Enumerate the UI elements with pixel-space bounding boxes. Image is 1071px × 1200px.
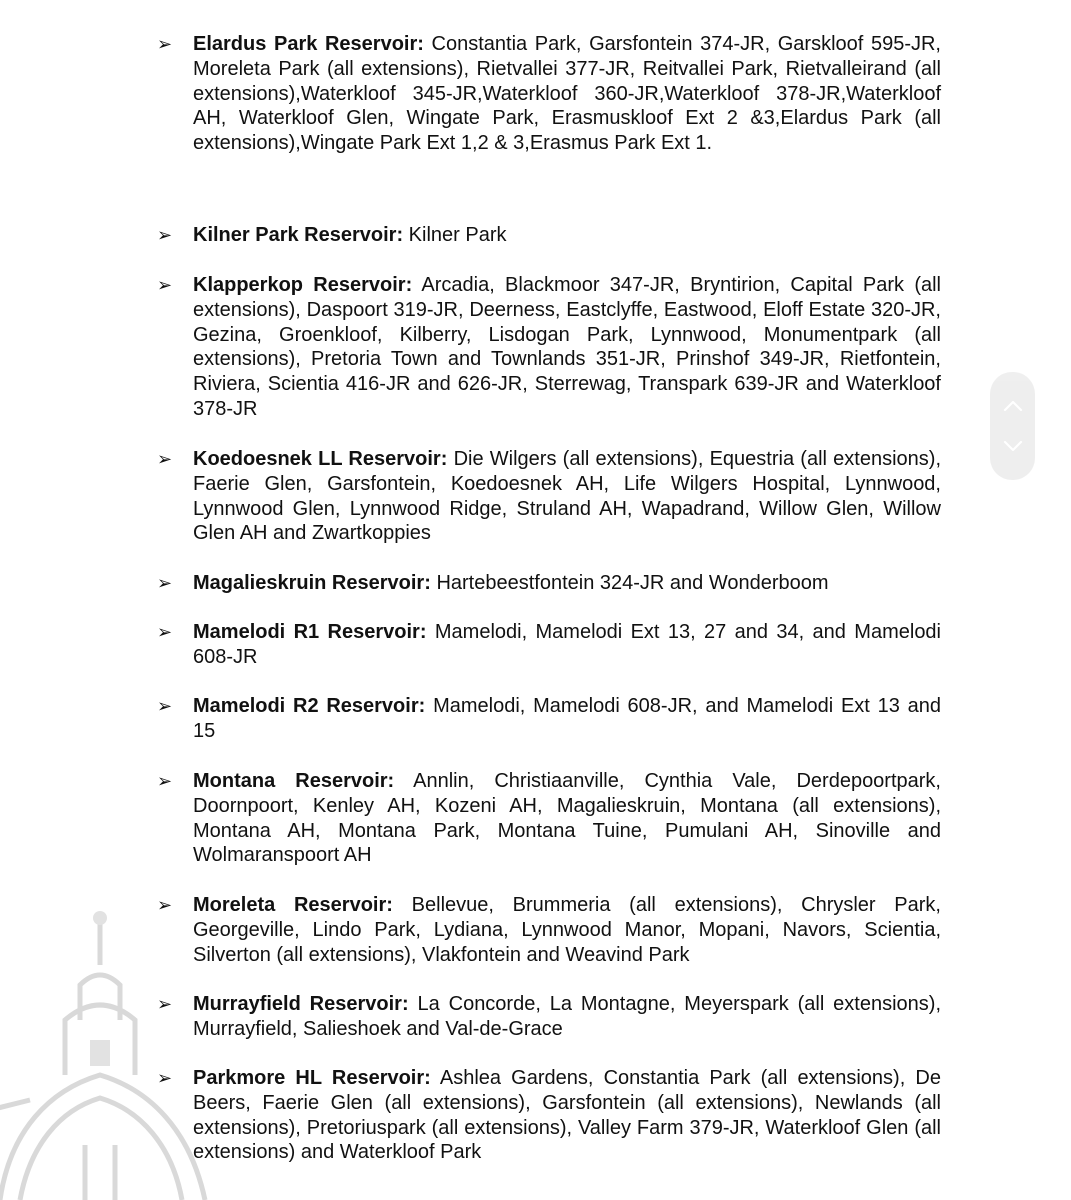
- list-item: [157, 769, 947, 868]
- reservoir-areas: Bellevue, Brummeria (all extensions), Chrysler Park, Georgeville, Lindo Park, Lydiana, Lynnwood Manor, Mopani, Navors, Scientia, Silverton (all extensions), Vlakfontein and Weavind Park: [193, 894, 941, 966]
- chevron-down-icon: [1003, 440, 1023, 452]
- arrow-bullet-icon: ➢: [157, 771, 173, 791]
- list-item: [157, 992, 947, 1042]
- reservoir-name: Mamelodi R2 Reservoir:: [193, 695, 426, 717]
- reservoir-areas: Mamelodi, Mamelodi Ext 13, 27 and 34, and Mamelodi 608-JR: [193, 621, 942, 668]
- arrow-bullet-icon: ➢: [157, 1068, 173, 1088]
- arrow-bullet-icon: ➢: [157, 573, 173, 593]
- arrow-bullet-icon: ➢: [157, 994, 173, 1014]
- reservoir-areas: Annlin, Christiaanville, Cynthia Vale, Derdepoortpark, Doornpoort, Kenley AH, Kozeni AH, Magalieskruin, Montana (all extensions), Montana AH, Montana Park, Montana Tuine, Pumulani AH, Sinoville and Wolmaranspoort AH: [193, 770, 941, 867]
- arrow-bullet-icon: ➢: [157, 895, 173, 915]
- list-item-text: [193, 620, 941, 670]
- reservoir-name: Klapperkop Reservoir:: [193, 274, 413, 296]
- reservoir-name: Elardus Park Reservoir:: [193, 33, 424, 55]
- arrow-bullet-icon: ➢: [157, 34, 173, 54]
- list-item: [157, 223, 947, 248]
- reservoir-areas: Mamelodi, Mamelodi 608-JR, and Mamelodi Ext 13 and 15: [193, 695, 941, 742]
- reservoir-areas: Hartebeestfontein 324-JR and Wonderboom: [436, 572, 829, 594]
- list-item: [157, 893, 947, 967]
- list-item-text: [193, 992, 941, 1042]
- list-item: [157, 273, 947, 422]
- arrow-bullet-icon: ➢: [157, 225, 173, 245]
- reservoir-areas: Die Wilgers (all extensions), Equestria (all extensions), Faerie Glen, Garsfontein, Koedoesnek AH, Life Wilgers Hospital, Lynnwood, Lynnwood Glen, Lynnwood Ridge, Struland AH, Wapadrand, Willow Glen, Willow Glen AH and Zwartkoppies: [193, 448, 942, 545]
- list-item-text: [193, 223, 941, 248]
- list-item-text: [193, 893, 941, 967]
- reservoir-name: Magalieskruin Reservoir:: [193, 572, 431, 594]
- reservoir-name: Montana Reservoir:: [193, 770, 395, 792]
- page-scroll-control: [990, 372, 1035, 480]
- scroll-down-button[interactable]: [990, 426, 1035, 466]
- list-item-text: [193, 694, 941, 744]
- reservoir-areas: La Concorde, La Montagne, Meyerspark (all extensions), Murrayfield, Salieshoek and Val-de-Grace: [193, 993, 942, 1040]
- reservoir-name: Moreleta Reservoir:: [193, 894, 393, 916]
- reservoir-name: Murrayfield Reservoir:: [193, 993, 409, 1015]
- arrow-bullet-icon: ➢: [157, 275, 173, 295]
- list-item: [157, 1066, 947, 1165]
- reservoir-name: Parkmore HL Reservoir:: [193, 1067, 431, 1089]
- reservoir-areas: Arcadia, Blackmoor 347-JR, Bryntirion, Capital Park (all extensions), Daspoort 319-JR, Deerness, Eastclyffe, Eastwood, Eloff Estate 320-JR, Gezina, Groenkloof, Kilberry, Lisdogan Park, Lynnwood, Monumentpark (all extensions), Pretoria Town and Townlands 351-JR, Prinshof 349-JR, Rietfontein, Riviera, Scientia 416-JR and 626-JR, Sterrewag, Transpark 639-JR and Waterkloof 378-JR: [193, 274, 941, 420]
- arrow-bullet-icon: ➢: [157, 622, 173, 642]
- list-item: [157, 32, 947, 156]
- list-item-text: [193, 769, 941, 868]
- scroll-up-button[interactable]: [990, 386, 1035, 426]
- reservoir-areas: Ashlea Gardens, Constantia Park (all extensions), De Beers, Faerie Glen (all extensions), Garsfontein (all extensions), Newlands (all extensions), Pretoriuspark (all extensions), Valley Farm 379-JR, Waterkloof Glen (all extensions) and Waterkloof Park: [193, 1067, 941, 1164]
- chevron-up-icon: [1003, 400, 1023, 412]
- list-item-text: [193, 32, 941, 156]
- list-item: [157, 571, 947, 596]
- arrow-bullet-icon: ➢: [157, 696, 173, 716]
- list-item: [157, 694, 947, 744]
- list-item: [157, 620, 947, 670]
- list-item-text: [193, 1066, 941, 1165]
- reservoir-areas: Constantia Park, Garsfontein 374-JR, Garskloof 595-JR, Moreleta Park (all extensions), Rietvallei 377-JR, Reitvallei Park, Rietvalleirand (all extensions),Waterkloof 345-JR,Waterkloof 360-JR,Waterkloof 378-JR,Waterkloof AH, Waterkloof Glen, Wingate Park, Erasmuskloof Ext 2 &3,Elardus Park (all extensions),Wingate Park Ext 1,2 & 3,Erasmus Park Ext 1.: [193, 33, 941, 155]
- list-item: [157, 447, 947, 546]
- reservoir-name: Mamelodi R1 Reservoir:: [193, 621, 427, 643]
- reservoir-name: Koedoesnek LL Reservoir:: [193, 448, 448, 470]
- list-item-text: [193, 571, 941, 596]
- list-item-text: [193, 447, 941, 546]
- reservoir-areas: Kilner Park: [408, 224, 507, 246]
- list-item-text: [193, 273, 941, 422]
- reservoir-name: Kilner Park Reservoir:: [193, 224, 404, 246]
- arrow-bullet-icon: ➢: [157, 449, 173, 469]
